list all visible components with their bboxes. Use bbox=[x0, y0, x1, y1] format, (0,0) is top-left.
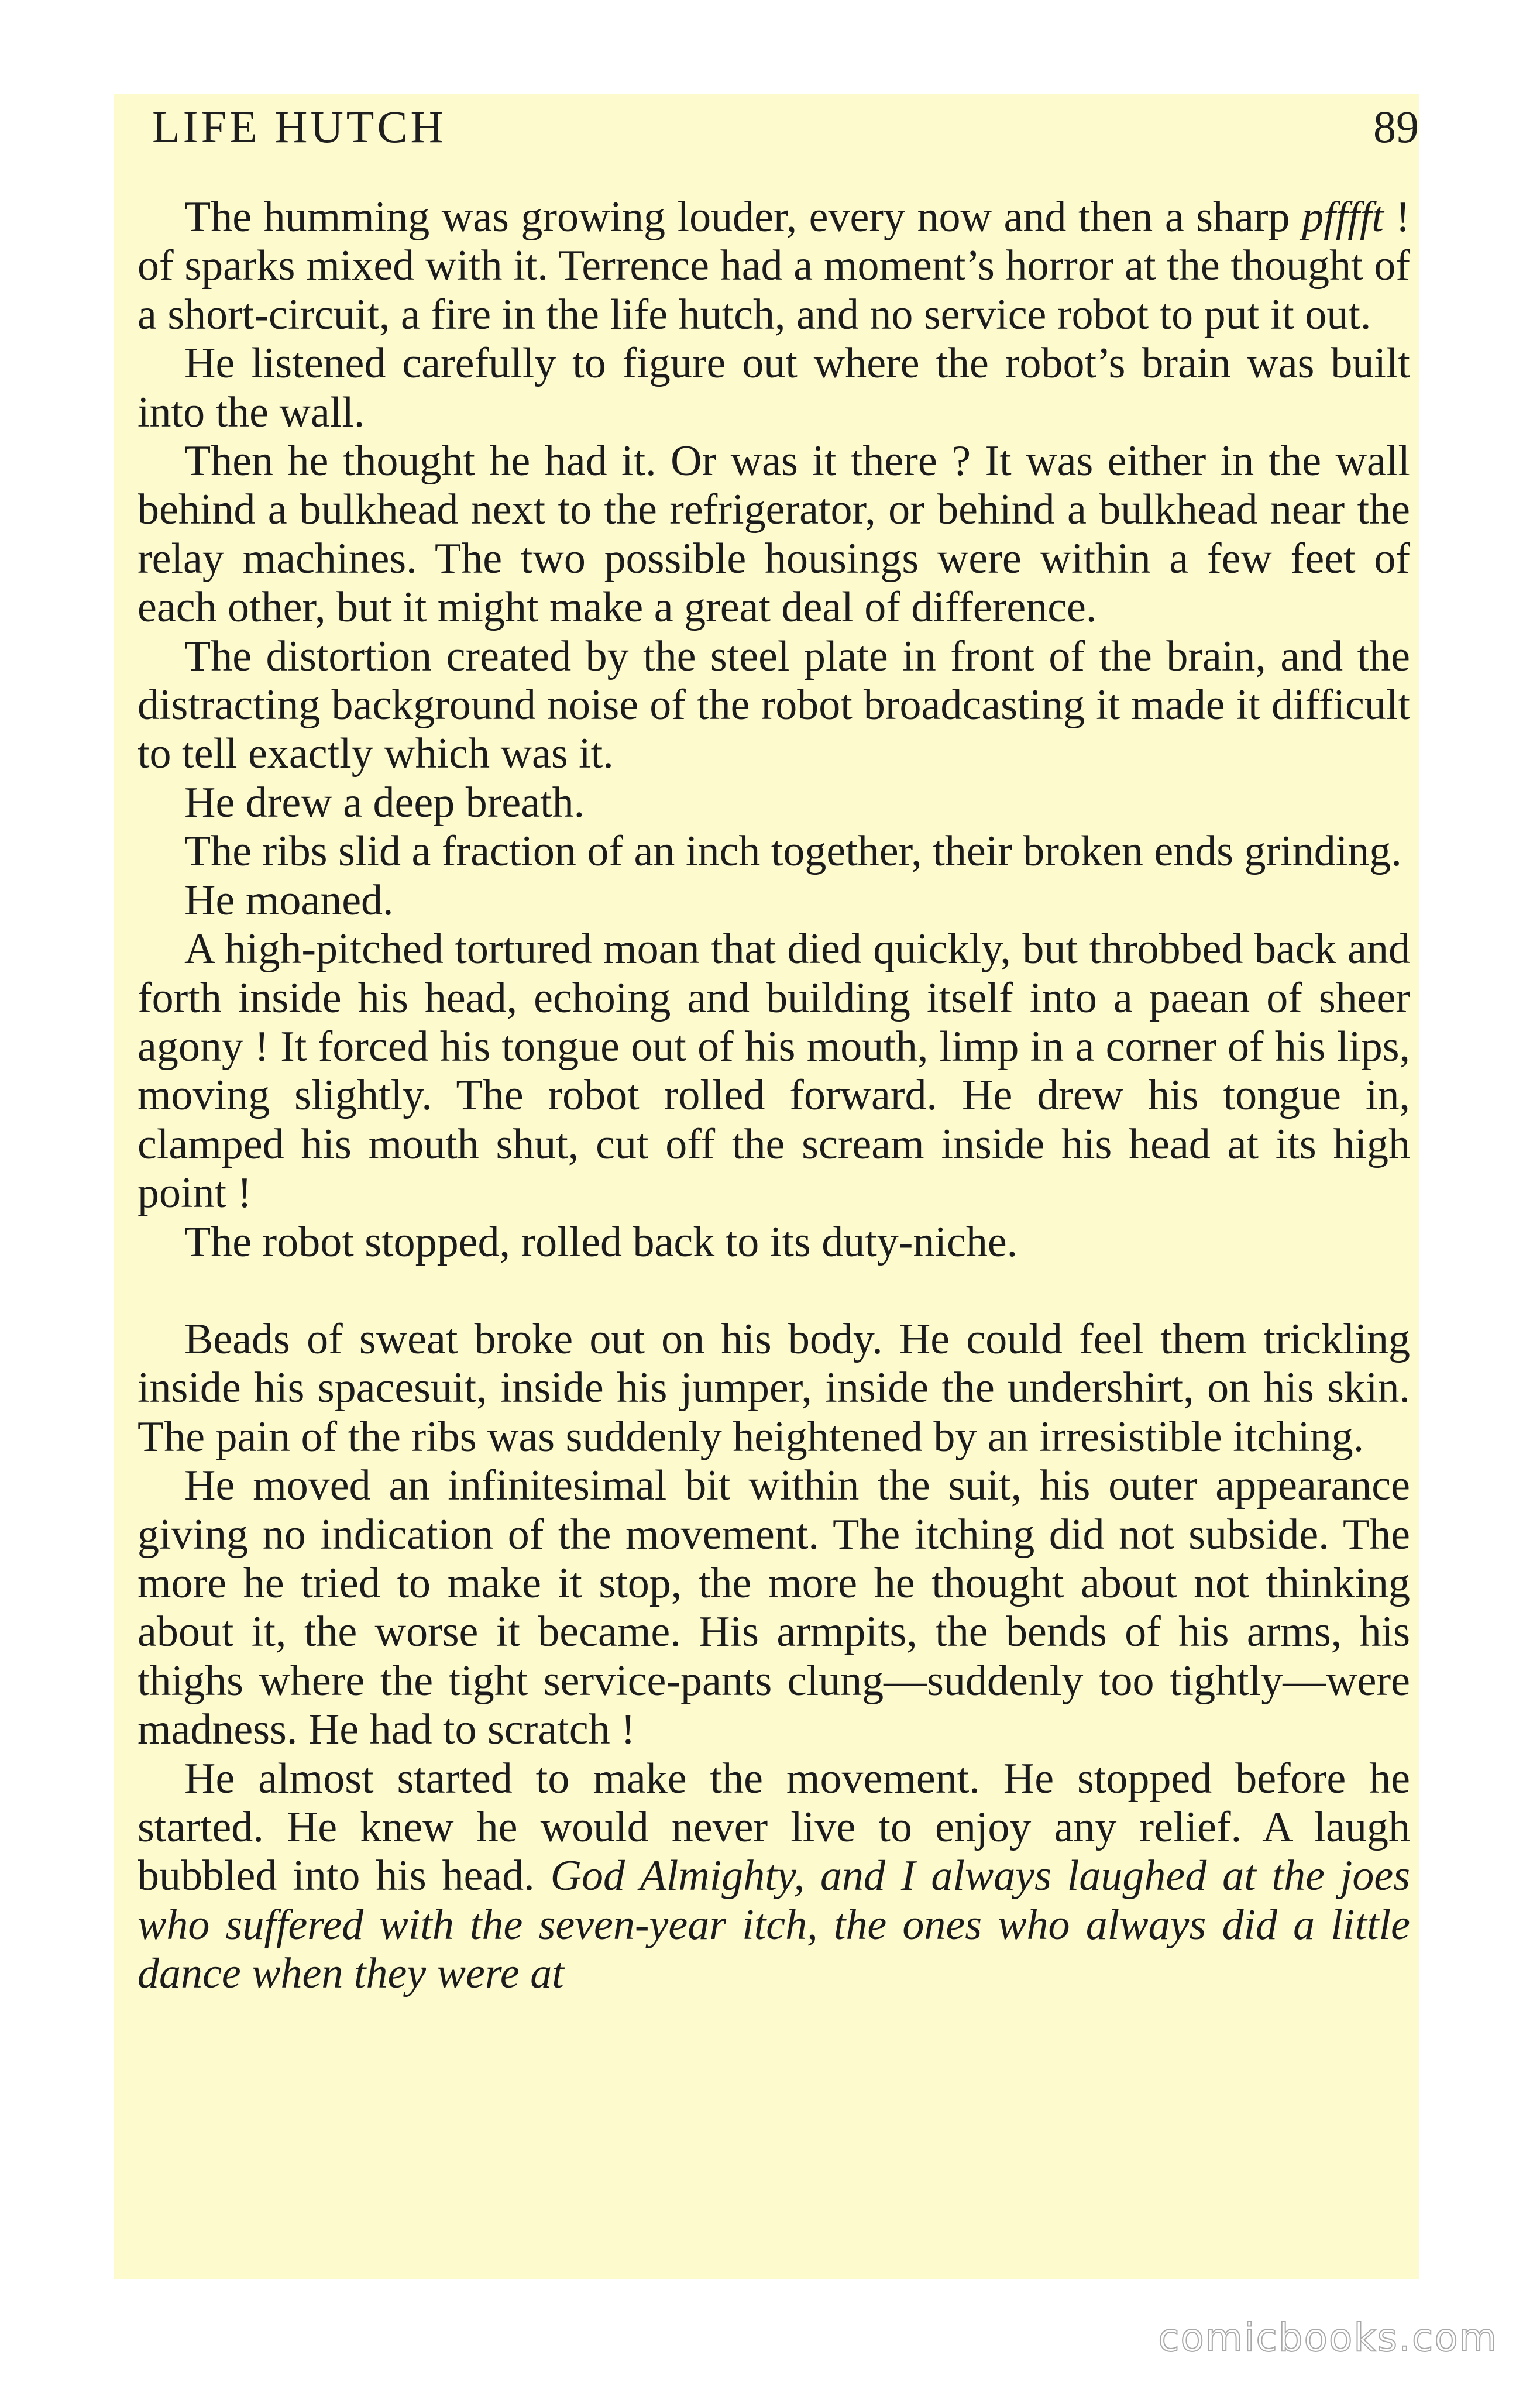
book-page bbox=[114, 94, 1419, 2279]
watermark-logo: comicbooks.com bbox=[1158, 2315, 1498, 2360]
italic-inner-thought: God Almighty, and I always laughed at the joes who suffered with the seven-year itch, the ones who always did a little dance when they were at bbox=[138, 1852, 1410, 1998]
paragraph: Then he thought he had it. Or was it there ? It was either in the wall behind a bulkhead next to the refrigerator, or behind a bulkhead near the relay machines. The two possible housings were within a few feet of each other, but it might make a great deal of difference. bbox=[138, 437, 1410, 632]
paragraph: He moaned. bbox=[184, 876, 394, 924]
paragraph: A high-pitched tortured moan that died quickly, but throbbed back and forth inside his head, echoing and building itself into a paean of sheer agony ! It forced his tongue out of his mouth, limp in a corner of his lips, moving slightly. The robot rolled forward. He drew his tongue in, clamped his mouth shut, cut off the scream inside his head at its high point ! bbox=[138, 925, 1410, 1218]
paragraph: The ribs slid a fraction of an inch together, their broken ends grinding. bbox=[184, 827, 1402, 876]
page-header bbox=[114, 94, 1419, 176]
running-head: LIFE HUTCH bbox=[152, 101, 446, 152]
paragraph: He listened carefully to figure out where the robot’s brain was built into the wall. bbox=[138, 339, 1410, 436]
paragraph-section-start: Beads of sweat broke out on his body. He could feel them trickling inside his spacesuit, inside his jumper, inside the undershirt, on his skin. The pain of the ribs was suddenly heightened by an irresistible itching. bbox=[138, 1315, 1410, 1461]
paragraph: He drew a deep breath. bbox=[184, 778, 585, 827]
story-text bbox=[138, 193, 1410, 1999]
paragraph: He moved an infinitesimal bit within the suit, his outer appearance giving no indication of the movement. The itching did not subside. The more he tried to make it stop, the more he thought about not thinking about it, the worse it became. His armpits, the bends of his arms, his thighs where the tight service-pants clung—suddenly too tightly—were madness. He had to scratch ! bbox=[138, 1462, 1410, 1754]
paragraph: He almost started to make the movement. He stopped before he started. He knew he would never live to enjoy any relief. A laugh bubbled into his head. God Almighty, and I always laughed at the joes who suffered with the seven-year itch, the ones who always did a little dance when they were at bbox=[138, 1754, 1410, 1998]
paragraph: The distortion created by the steel plate in front of the brain, and the distracting background noise of the robot broadcasting it made it difficult to tell exactly which was it. bbox=[138, 632, 1410, 778]
paragraph: The robot stopped, rolled back to its duty-niche. bbox=[184, 1218, 1018, 1266]
paragraph: The humming was growing louder, every now and then a sharp pfffft ! of sparks mixed with it. Terrence had a moment’s horror at the thought of a short-circuit, a fire in the life hutch, and no service robot to put it out. bbox=[138, 193, 1410, 339]
italic-sound-effect: pfffft bbox=[1302, 193, 1384, 241]
page-number: 89 bbox=[1373, 101, 1419, 152]
